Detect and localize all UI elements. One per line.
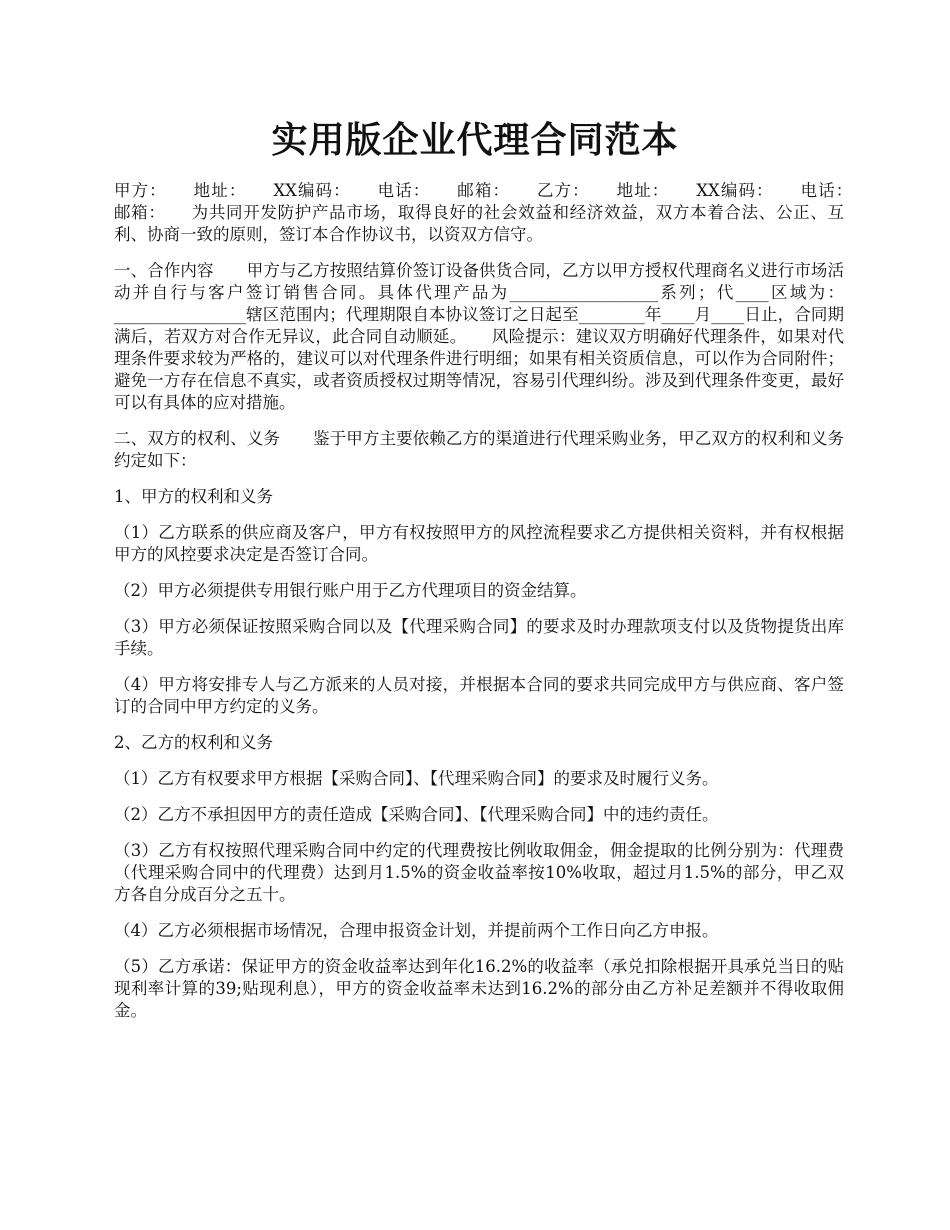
party-b-clause-3: （3）乙方有权按照代理采购合同中约定的代理费按比例收取佣金，佣金提取的比例分别为：代理费（代理采购合同中的代理费）达到月1.5%的资金收益率按10%收取，超过月1.5%的部分，甲乙双方各自分成百分之五十。	[114, 841, 844, 904]
party-b-rights-heading: 2、乙方的权利和义务	[114, 733, 273, 752]
party-b-clause-1: （1）乙方有权要求甲方根据【采购合同】、【代理采购合同】的要求及时履行义务。	[114, 769, 719, 788]
document-title: 实用版企业代理合同范本	[271, 119, 679, 161]
party-a-clause-4: （4）甲方将安排专人与乙方派来的人员对接，并根据本合同的要求共同完成甲方与供应商、客户签订的合同中甲方约定的义务。	[114, 675, 844, 716]
party-a-clause-3: （3）甲方必须保证按照采购合同以及【代理采购合同】的要求及时办理款项支付以及货物提货出库手续。	[114, 617, 844, 658]
parties-paragraph: 甲方： 地址： XX编码： 电话： 邮箱： 乙方： 地址： XX编码： 电话： 邮箱： 为共同开发防护产品市场，取得良好的社会效益和经济效益，双方本着合法、公正、互利、协商一致的原则，签订本合作协议书，以资双方信守。	[114, 181, 877, 244]
document-body	[114, 180, 877, 1036]
party-b-clause-2: （2）乙方不承担因甲方的责任造成【采购合同】、【代理采购合同】中的违约责任。	[114, 805, 719, 824]
party-b-clause-4: （4）乙方必须根据市场情况，合理申报资金计划，并提前两个工作日向乙方申报。	[114, 921, 719, 940]
party-b-clause-5: （5）乙方承诺：保证甲方的资金收益率达到年化16.2%的收益率（承兑扣除根据开具承兑当日的贴现利率计算的39;贴现利息），甲方的资金收益率未达到16.2%的部分由乙方补足差额并不得收取佣金。	[114, 957, 844, 1020]
party-a-clause-1: （1）乙方联系的供应商及客户，甲方有权按照甲方的风控流程要求乙方提供相关资料，并有权根据甲方的风控要求决定是否签订合同。	[114, 523, 844, 564]
party-a-clause-2: （2）甲方必须提供专用银行账户用于乙方代理项目的资金结算。	[114, 581, 587, 600]
party-a-rights-heading: 1、甲方的权利和义务	[114, 487, 273, 506]
cooperation-content-paragraph: 一、合作内容 甲方与乙方按照结算价签订设备供货合同，乙方以甲方授权代理商名义进行市场活动并自行与客户签订销售合同。具体代理产品为__________________系列；代____区域为：________________辖区范围内；代理期限自本协议签订之日起至________年____月____日止，合同期满后，若双方对合作无异议，此合同自动顺延。 风险提示：建议双方明确好代理条件，如果对代理条件要求较为严格的，建议可以对代理条件进行明细；如果有相关资质信息，可以作为合同附件；避免一方存在信息不真实，或者资质授权过期等情况，容易引代理纠纷。涉及到代理条件变更，最好可以有具体的应对措施。	[114, 261, 844, 412]
rights-obligations-intro-paragraph: 二、双方的权利、义务 鉴于甲方主要依赖乙方的渠道进行代理采购业务，甲乙双方的权利和义务约定如下：	[114, 429, 844, 470]
